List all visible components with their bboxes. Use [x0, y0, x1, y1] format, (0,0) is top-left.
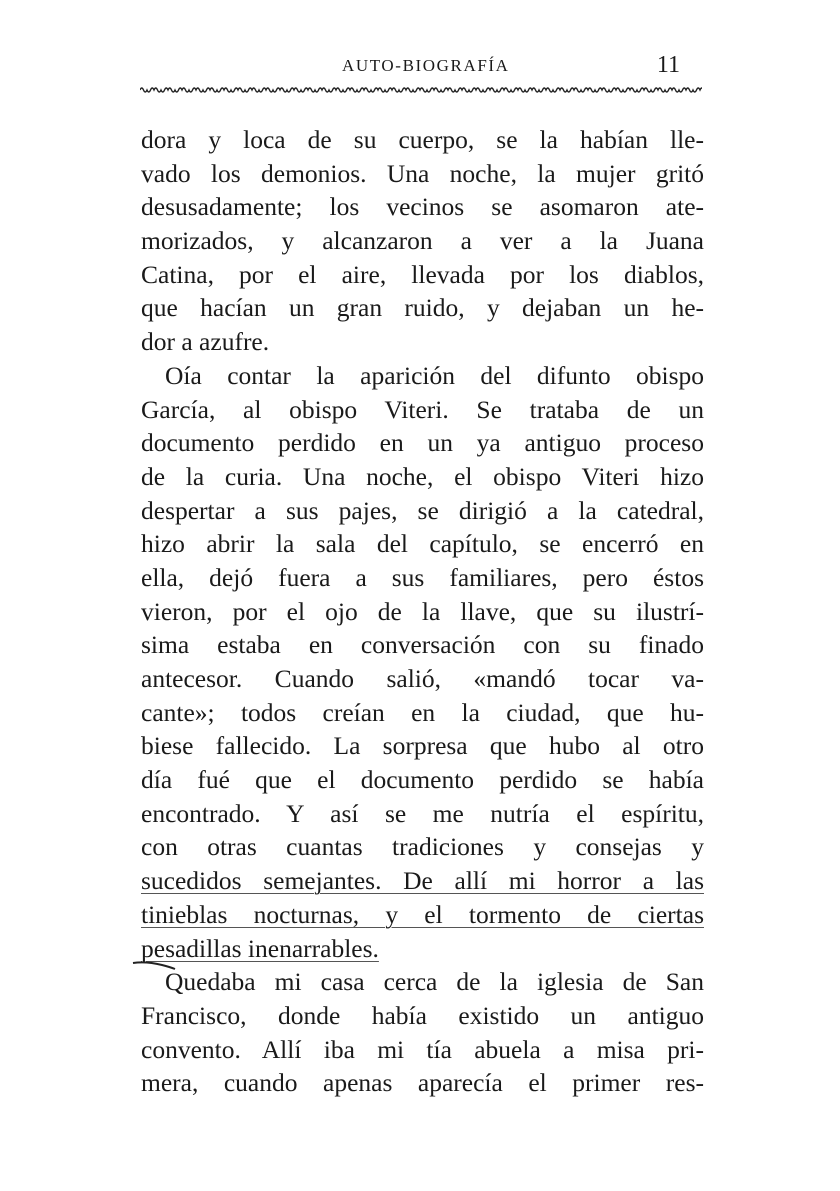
- text-line: vado los demonios. Una noche, la mujer gritó: [141, 158, 704, 188]
- text-line: con otras cuantas tradiciones y consejas y: [141, 832, 704, 862]
- text-line: vieron, por el ojo de la llave, que su ilustrí-: [141, 596, 704, 626]
- text-line: hizo abrir la sala del capítulo, se encerró en: [141, 529, 704, 559]
- text-line: convento. Allí iba mi tía abuela a misa pri-: [141, 1034, 704, 1064]
- text-line: biese fallecido. La sorpresa que hubo al otro: [141, 731, 704, 761]
- wavy-rule-ornament: [140, 84, 702, 96]
- text-line: morizados, y alcanzaron a ver a la Juana: [141, 226, 704, 256]
- text-line: que hacían un gran ruido, y dejaban un he-: [141, 293, 704, 323]
- text-line: encontrado. Y así se me nutría el espíritu,: [141, 798, 704, 828]
- text-line: documento perdido en un ya antiguo proceso: [141, 428, 704, 458]
- running-head: [140, 52, 702, 82]
- text-line: Catina, por el aire, llevada por los diablos,: [141, 259, 704, 289]
- page-number: 11: [656, 52, 680, 78]
- text-line: dor a azufre.: [141, 327, 270, 357]
- text-line: Francisco, donde había existido un antiguo: [141, 1000, 704, 1030]
- text-line-underlined: pesadillas inenarrables.: [141, 933, 379, 963]
- text-line: día fué que el documento perdido se había: [141, 765, 704, 795]
- text-line: cante»; todos creían en la ciudad, que hu-: [141, 697, 704, 727]
- text-line: sima estaba en conversación con su finado: [141, 630, 704, 660]
- text-line: ella, dejó fuera a sus familiares, pero éstos: [141, 562, 704, 592]
- body-text: [141, 123, 704, 1100]
- pencil-mark: [132, 960, 176, 970]
- text-line: desusadamente; los vecinos se asomaron ate-: [141, 192, 704, 222]
- text-line: despertar a sus pajes, se dirigió a la catedral,: [141, 495, 704, 525]
- text-line: dora y loca de su cuerpo, se la habían lle-: [141, 125, 704, 154]
- text-line: antecesor. Cuando salió, «mandó tocar va-: [141, 664, 704, 693]
- paragraph-start-line: Oía contar la aparición del difunto obispo: [165, 360, 704, 390]
- text-line: mera, cuando apenas aparecía el primer res-: [141, 1068, 704, 1098]
- paragraph-start-line: Quedaba mi casa cerca de la iglesia de San: [165, 967, 704, 997]
- text-line: García, al obispo Viteri. Se trataba de un: [141, 394, 704, 424]
- running-title: AUTO-BIOGRAFÍA: [342, 56, 510, 75]
- text-line-underlined: tinieblas nocturnas, y el tormento de ciertas: [141, 899, 704, 929]
- text-line-underlined: sucedidos semejantes. De allí mi horror a las: [141, 866, 704, 896]
- text-line: de la curia. Una noche, el obispo Viteri hizo: [141, 461, 704, 491]
